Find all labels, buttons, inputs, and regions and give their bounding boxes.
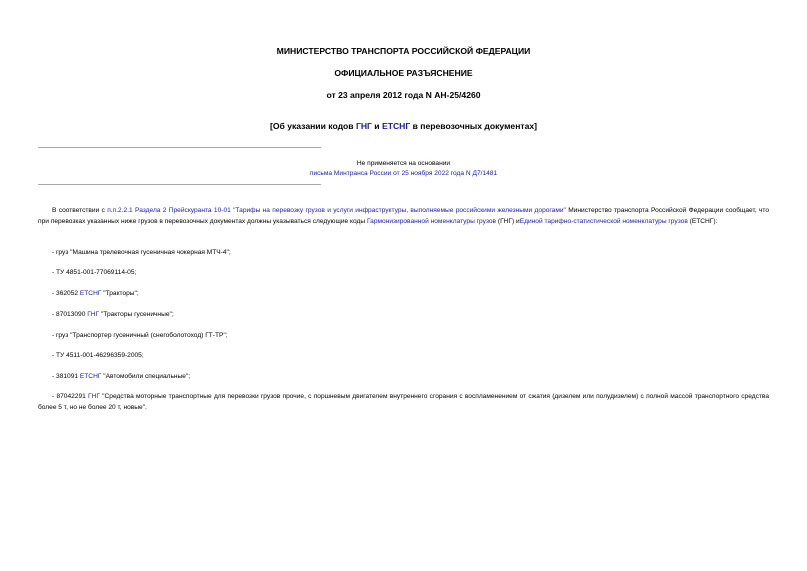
item-text: - груз "Транспортер гусеничный (снегоболотоход) ГТ-ТР";	[52, 332, 228, 339]
subject-gng-link[interactable]: ГНГ	[355, 121, 372, 131]
list-item	[52, 351, 144, 361]
list-item	[52, 331, 228, 341]
ministry-heading: МИНИСТЕРСТВО ТРАНСПОРТА РОССИЙСКОЙ ФЕДЕРАЦИИ	[276, 46, 531, 56]
top-divider	[38, 147, 321, 148]
intro-pre-text: В соответствии с	[52, 207, 108, 214]
item-text: "Средства моторные транспортные для перевозки грузов прочие, с поршневым двигателем внутреннего сгорания с воспламенением от сжатия (дизелем или полудизелем) с полной массой транспортного средства более 5 т, но не более 20 т, новые".	[38, 393, 770, 411]
item-code: - 87013090	[52, 311, 88, 318]
item-text: - груз "Машина трелевочная гусеничная чокерная МТЧ-4";	[52, 249, 231, 256]
intro-mid-text: Министерство транспорта Российской Федерации сообщает, что при перевозках указанных ниже грузов в перевозочных документах должны указываться следующие коды	[38, 207, 769, 225]
gng-nomenclature-link[interactable]: Гармонизированной номенклатуры грузов	[366, 217, 497, 225]
subject-open-text: [Об указании кодов	[269, 121, 356, 131]
item-text: - ТУ 4511-001-46296359-2005;	[52, 352, 144, 359]
status-note-line2	[0, 169, 807, 178]
item-text: "Тракторы";	[101, 290, 139, 297]
bottom-divider	[38, 184, 321, 185]
item-text: "Автомобили специальные";	[101, 373, 191, 380]
document-date-heading: от 23 апреля 2012 года N АН-25/4260	[326, 90, 481, 100]
etsng-nomenclature-link[interactable]: Единой тарифно-статистической номенклатуры грузов	[519, 217, 688, 225]
document-type-heading: ОФИЦИАЛЬНОЕ РАЗЪЯСНЕНИЕ	[334, 68, 473, 78]
gng-link[interactable]: ГНГ	[88, 393, 100, 400]
list-item	[52, 248, 231, 258]
list-item	[52, 310, 174, 320]
subject-etsng-link[interactable]: ЕТСНГ	[381, 121, 411, 131]
etsng-link[interactable]: ЕТСНГ	[79, 290, 102, 297]
item-text: "Тракторы гусеничные";	[99, 311, 174, 318]
etsng-link[interactable]: ЕТСНГ	[79, 373, 102, 380]
list-item	[52, 289, 139, 299]
tariff-reference-link[interactable]: п.п.2.2.1 Раздела 2 Прейскуранта 10-01 "Тарифы на перевозку грузов и услуги инфраструктуры, выполняемые российскими железными дорогами"	[107, 207, 566, 214]
item-code: - 87042291	[52, 393, 89, 400]
item-code: - 381091	[52, 373, 80, 380]
intro-paragraph	[38, 206, 769, 227]
list-item	[38, 392, 769, 413]
status-note-link[interactable]: письма Минтранса России от 25 ноября 2022 года N Д7/1481	[309, 170, 498, 177]
item-code: - 362052	[52, 290, 80, 297]
intro-post-text: (ЕТСНГ):	[687, 217, 718, 225]
gng-link[interactable]: ГНГ	[87, 311, 100, 318]
document-subject	[0, 121, 807, 132]
subject-and-text: и	[371, 121, 382, 131]
item-text: - ТУ 4851-001-77069114-05;	[52, 269, 137, 276]
subject-close-text: в перевозочных документах]	[410, 121, 538, 131]
status-note-line1: Не применяется на основании	[356, 160, 451, 167]
list-item	[52, 372, 190, 382]
intro-mid2-text: (ГНГ) и	[496, 217, 520, 225]
list-item	[52, 268, 136, 278]
